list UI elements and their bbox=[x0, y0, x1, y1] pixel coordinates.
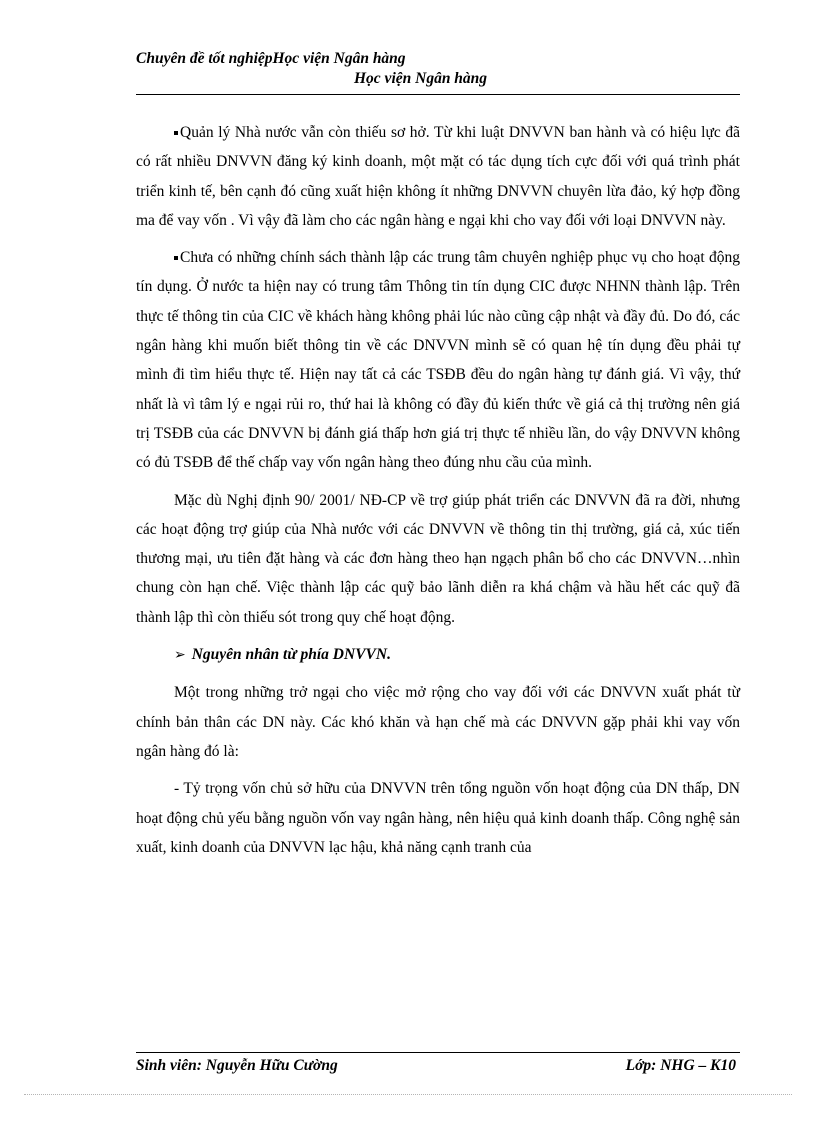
paragraph-decree: Mặc dù Nghị định 90/ 2001/ NĐ-CP về trợ giúp phát triển các DNVVN đã ra đời, nhưng các hoạt động trợ giúp của Nhà nước với các DNVVN về thông tin thị trường, giá cả, xúc tiến thương mại, ưu tiên đặt hàng và các đơn hàng theo hạn ngạch phân bổ cho các DNVVN…nhìn chung còn hạn chế. Việc thành lập các quỹ bảo lãnh diễn ra khá chậm và hầu hết các quỹ đã thành lập thì còn thiếu sót trong quy chế hoạt động. bbox=[136, 491, 740, 626]
document-body bbox=[136, 118, 740, 870]
page-footer bbox=[136, 1052, 740, 1079]
paragraph-obstacles: Một trong những trở ngại cho việc mở rộng cho vay đối với các DNVVN xuất phát từ chính bản thân các DN này. Các khó khăn và hạn chế mà các DNVVN gặp phải khi vay vốn ngân hàng đó là: bbox=[136, 684, 740, 760]
paragraph-credit-centers: Chưa có những chính sách thành lập các trung tâm chuyên nghiệp phục vụ cho hoạt động tín dụng. Ở nước ta hiện nay có trung tâm Thông tin tín dụng CIC được NHNN thành lập. Trên thực tế thông tin của CIC về khách hàng không phải lúc nào cũng cập nhật và đầy đủ. Do đó, các ngân hàng khi muốn biết thông tin về các DNVVN mình sẽ có quan hệ tín dụng đều phải tự mình đi tìm hiểu thực tế. Hiện nay tất cả các TSĐB đều do ngân hàng tự đánh giá. Vì vậy, thứ nhất là vì tâm lý e ngại rủi ro, thứ hai là không có đầy đủ kiến thức về giá cả thị trường nên giá trị TSĐB của các DNVVN bị đánh giá thấp hơn giá trị thực tế nhiều lần, do vậy DNVVN không có đủ TSĐB để thế chấp vay vốn ngân hàng theo đúng nhu cầu của mình. bbox=[136, 249, 740, 472]
footer-class: Lớp: NHG – K10 bbox=[625, 1057, 736, 1074]
section-heading-text: Nguyên nhân từ phía DNVVN. bbox=[191, 646, 391, 664]
paragraph-management: Quản lý Nhà nước vẫn còn thiếu sơ hở. Từ khi luật DNVVN ban hành và có hiệu lực đã có rất nhiều DNVVN đăng ký kinh doanh, một mặt có tác dụng tích cực đối với quá trình phát triển kinh tế, bên cạnh đó cũng xuất hiện không ít những DNVVN chuyên lừa đảo, ký hợp đồng ma để vay vốn . Vì vậy đã làm cho các ngân hàng e ngại khi cho vay đối với loại DNVVN này. bbox=[136, 124, 740, 229]
paragraph-equity-ratio: - Tỷ trọng vốn chủ sở hữu của DNVVN trên tổng nguồn vốn hoạt động của DN thấp, DN hoạt động chủ yếu bằng nguồn vốn vay ngân hàng, nên hiệu quả kinh doanh thấp. Công nghệ sản xuất, kinh doanh của DNVVN lạc hậu, khả năng cạnh tranh của bbox=[136, 780, 740, 856]
header-title-line2: Học viện Ngân hàng bbox=[354, 70, 488, 87]
arrow-bullet-icon: ➢ bbox=[174, 648, 186, 664]
page-bottom-divider bbox=[24, 1094, 792, 1095]
footer-student-name: Sinh viên: Nguyễn Hữu Cường bbox=[136, 1057, 338, 1074]
header-title-line1: Chuyên đề tốt nghiệpHọc viện Ngân hàng bbox=[136, 50, 406, 67]
square-bullet-icon bbox=[174, 256, 178, 260]
square-bullet-icon bbox=[174, 131, 178, 135]
section-heading bbox=[136, 640, 740, 670]
page-header bbox=[136, 48, 740, 95]
